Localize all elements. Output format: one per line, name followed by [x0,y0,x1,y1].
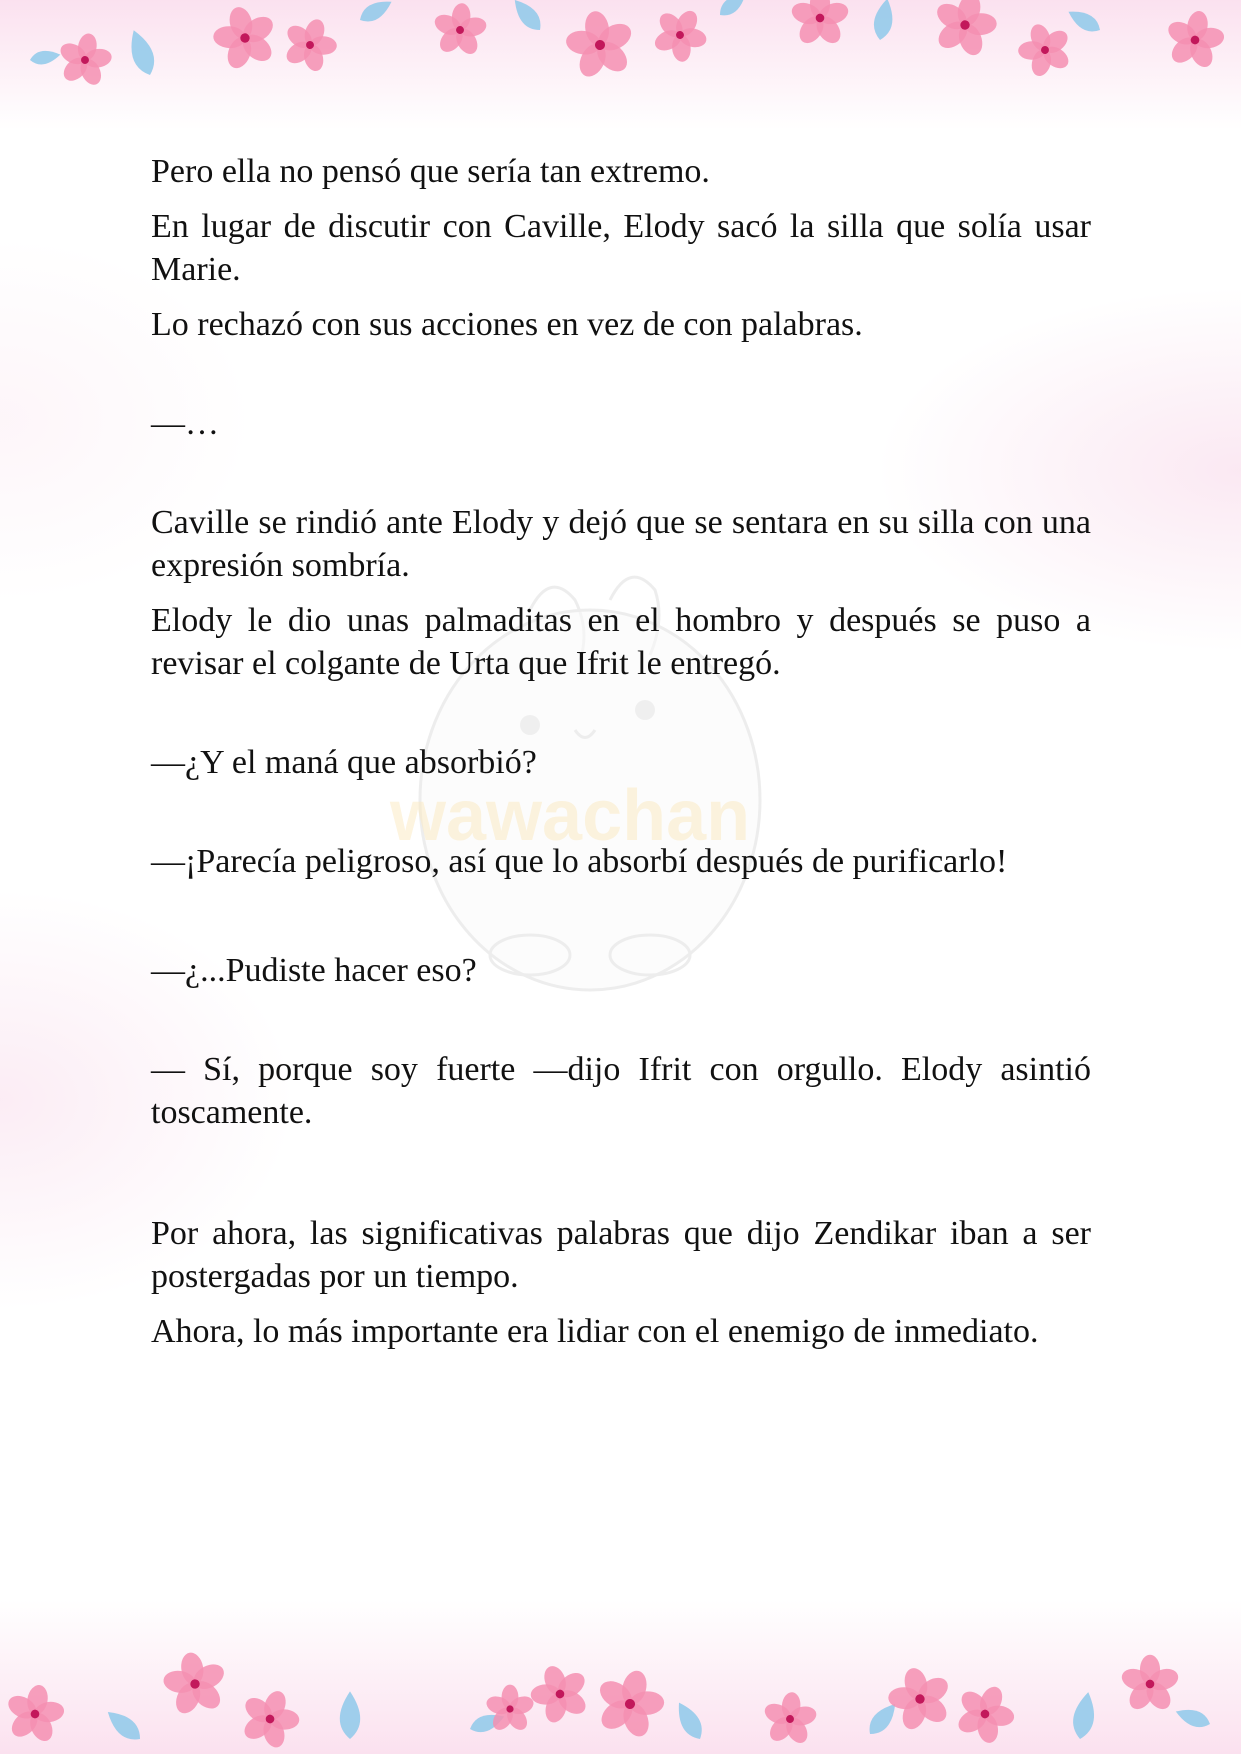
flower-icon [759,1690,820,1749]
story-text [151,150,1091,1353]
leaf-icon [102,1705,146,1746]
paragraph: Elody le dio unas palmaditas en el hombro y después se puso a revisar el colgante de Urta que Ifrit le entregó. [151,602,1091,682]
flower-icon [274,10,346,80]
leaf-icon [1070,1690,1098,1740]
leaf-icon [1173,1704,1213,1731]
flower-icon [879,1660,960,1739]
leaf-icon [671,1698,708,1743]
paragraph: En lugar de discutir con Caville, Elody sacó la silla que solía usar Marie. [151,208,1091,288]
paragraph: Caville se rindió ante Elody y dejó que se sentara en su silla con una expresión sombría. [151,504,1091,584]
watermark-logo: wawachan [390,776,751,856]
paragraph: —¡Parecía peligroso, así que lo absorbí después de purificarlo! [151,843,1008,880]
flower-icon [156,1647,233,1721]
flower-icon [231,1681,309,1754]
leaf-icon [356,0,395,27]
paragraph: Lo rechazó con sus acciones en vez de con palabras. [151,306,863,343]
paragraph: —¿Y el maná que absorbió? [151,744,537,781]
flower-icon [924,0,1005,65]
leaf-icon [29,48,62,66]
flower-icon [521,1656,599,1733]
flower-icon [1009,15,1081,85]
flower-icon [642,0,718,73]
paragraph: —… [151,405,219,442]
flower-icon [1119,1655,1181,1714]
leaf-icon [1065,5,1104,37]
flower-icon [429,1,490,60]
floral-border-top [0,0,1241,110]
flower-icon [558,5,641,85]
flower-icon [586,1662,674,1747]
paragraph: Pero ella no pensó que sería tan extremo. [151,153,710,190]
leaf-icon [508,0,546,35]
leaf-icon [715,0,750,21]
paragraph: — Sí, porque soy fuerte —dijo Ifrit con orgullo. Elody asintió toscamente. [151,1051,1091,1131]
paragraph: Por ahora, las significativas palabras que dijo Zendikar iban a ser postergadas por un tiempo. [151,1215,1091,1295]
floral-border-bottom [0,1644,1241,1754]
flower-icon [52,29,117,92]
flower-icon [944,1674,1025,1754]
flower-icon [789,0,851,48]
flower-icon [204,0,285,78]
paragraph: —¿...Pudiste hacer eso? [151,952,477,989]
flower-icon [0,1680,71,1749]
leaf-icon [340,1691,360,1739]
flower-icon [1159,6,1230,75]
leaf-icon [124,27,159,79]
paragraph: Ahora, lo más importante era lidiar con el enemigo de inmediato. [151,1313,1039,1350]
leaf-icon [871,0,896,42]
